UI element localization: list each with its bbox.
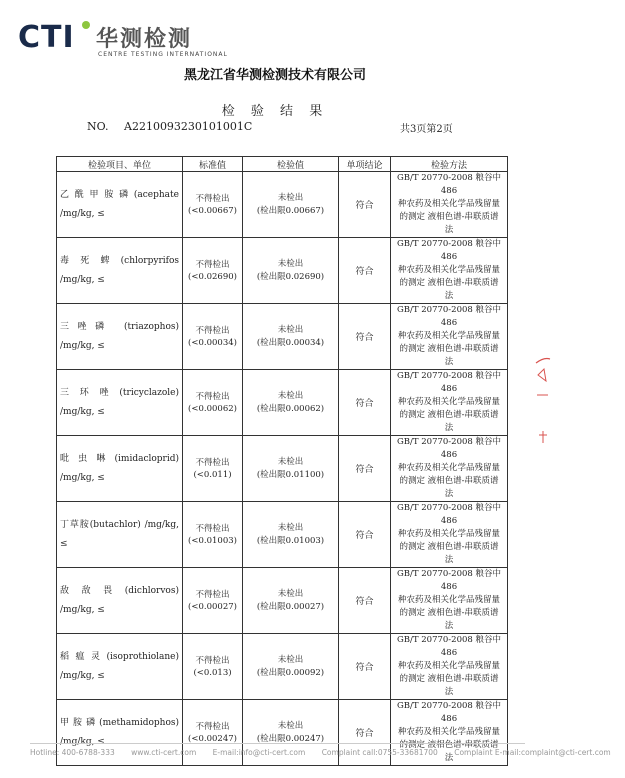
item-name: 毒死蜱(chlorpyrifos [60,255,179,266]
cti-logo [18,20,258,66]
method-line-2: 种农药及相关化学品残留量 [397,463,500,473]
footer-website: www.cti-cert.com [131,748,197,757]
item-unit: /mg/kg, ≤ [60,406,105,417]
cell-value [243,370,339,436]
standard-text: 不得检出 [195,457,230,468]
method-line-2: 种农药及相关化学品残留量 [397,661,500,671]
cell-value [243,568,339,634]
value-limit: (检出限0.00247) [256,733,325,744]
method-line-1: GB/T 20770-2008 粮谷中486 [396,173,502,196]
cell-value [243,502,339,568]
cell-conclusion: 符合 [339,436,391,502]
cell-method [391,634,508,700]
cell-standard [183,634,243,700]
standard-limit: (<0.00667) [188,205,237,216]
method-line-4: 法 [444,225,454,235]
value-limit: (检出限0.00062) [256,403,325,414]
table-row [57,568,508,634]
value-limit: (检出限0.00027) [256,601,325,612]
logo-brand: CTI [18,20,75,55]
method-line-3: 的测定 液相色谱-串联质谱 [399,608,499,618]
item-name: 吡虫啉(imidacloprid) [60,453,179,464]
cell-item [57,238,183,304]
header-conclusion: 单项结论 [339,157,391,172]
method-line-2: 种农药及相关化学品残留量 [397,529,500,539]
cell-standard [183,370,243,436]
standard-text: 不得检出 [195,721,230,732]
value-text: 未检出 [277,324,304,335]
method-line-2: 种农药及相关化学品残留量 [397,727,500,737]
standard-limit: (<0.02690) [188,271,237,282]
value-limit: (检出限0.00667) [256,205,325,216]
method-line-1: GB/T 20770-2008 粮谷中486 [396,371,502,394]
method-line-4: 法 [444,357,454,367]
standard-text: 不得检出 [195,655,230,666]
cell-item [57,568,183,634]
standard-limit: (<0.00034) [188,337,237,348]
cell-value [243,634,339,700]
item-name: 乙酰甲胺磷(acephate [60,189,179,200]
header-method: 检验方法 [391,157,508,172]
cell-method [391,238,508,304]
standard-limit: (<0.013) [193,667,232,678]
cell-method [391,568,508,634]
logo-dot-icon [82,21,90,29]
method-line-1: GB/T 20770-2008 粮谷中486 [396,635,502,658]
item-unit: /mg/kg, ≤ [60,274,105,285]
cell-standard [183,502,243,568]
cell-item [57,502,183,568]
report-no-value: A2210093230101001C [124,120,253,133]
value-limit: (检出限0.01003) [256,535,325,546]
value-text: 未检出 [277,522,304,533]
item-name: 三环唑(tricyclazole) [60,387,179,398]
method-line-2: 种农药及相关化学品残留量 [397,397,500,407]
table-row [57,436,508,502]
value-text: 未检出 [277,192,304,203]
item-unit: /mg/kg, ≤ [60,670,105,681]
cell-method [391,436,508,502]
item-unit: /mg/kg, ≤ [60,340,105,351]
item-unit: ≤ [60,538,68,549]
item-name: 稻瘟灵(isoprothiolane) [60,651,179,662]
cell-standard [183,304,243,370]
standard-text: 不得检出 [195,259,230,270]
cell-item [57,634,183,700]
table-header-row [57,157,508,172]
item-unit: /mg/kg, ≤ [60,736,105,747]
method-line-4: 法 [444,423,454,433]
method-line-4: 法 [444,489,454,499]
table-row [57,502,508,568]
cell-conclusion: 符合 [339,172,391,238]
method-line-1: GB/T 20770-2008 粮谷中486 [396,437,502,460]
value-text: 未检出 [277,588,304,599]
method-line-3: 的测定 液相色谱-串联质谱 [399,344,499,354]
method-line-4: 法 [444,621,454,631]
cell-conclusion: 符合 [339,700,391,766]
standard-text: 不得检出 [195,523,230,534]
cell-value [243,238,339,304]
cell-conclusion: 符合 [339,568,391,634]
logo-english: CENTRE TESTING INTERNATIONAL [98,51,228,58]
standard-text: 不得检出 [195,325,230,336]
item-name: 甲胺磷(methamidophos) [60,717,179,728]
method-line-1: GB/T 20770-2008 粮谷中486 [396,701,502,724]
value-limit: (检出限0.02690) [256,271,325,282]
standard-text: 不得检出 [195,391,230,402]
method-line-2: 种农药及相关化学品残留量 [397,265,500,275]
value-text: 未检出 [277,390,304,401]
footer [30,748,611,757]
footer-divider [30,743,525,744]
cell-conclusion: 符合 [339,304,391,370]
page-info: 共3页第2页 [400,124,453,135]
method-line-2: 种农药及相关化学品残留量 [397,595,500,605]
item-unit: /mg/kg, ≤ [60,604,105,615]
method-line-1: GB/T 20770-2008 粮谷中486 [396,239,502,262]
item-unit: /mg/kg, ≤ [60,472,105,483]
cell-standard [183,238,243,304]
standard-text: 不得检出 [195,589,230,600]
value-limit: (检出限0.00034) [256,337,325,348]
cell-conclusion: 符合 [339,238,391,304]
standard-limit: (<0.01003) [188,535,237,546]
cell-item [57,370,183,436]
header-standard: 标准值 [183,157,243,172]
method-line-3: 的测定 液相色谱-串联质谱 [399,740,499,750]
cell-conclusion: 符合 [339,370,391,436]
value-limit: (检出限0.01100) [256,469,325,480]
table-row [57,304,508,370]
footer-email: E-mail:info@cti-cert.com [212,748,306,757]
company-name: 黑龙江省华测检测技术有限公司 [183,68,366,83]
method-line-2: 种农药及相关化学品残留量 [397,199,500,209]
cell-method [391,502,508,568]
standard-limit: (<0.011) [193,469,232,480]
table-row [57,634,508,700]
footer-complaint-call: Complaint call:0755-33681700 [321,748,438,757]
cell-item [57,304,183,370]
method-line-1: GB/T 20770-2008 粮谷中486 [396,305,502,328]
method-line-3: 的测定 液相色谱-串联质谱 [399,212,499,222]
cell-standard [183,172,243,238]
cell-item [57,172,183,238]
method-line-3: 的测定 液相色谱-串联质谱 [399,410,499,420]
method-line-4: 法 [444,291,454,301]
cell-value [243,304,339,370]
header-item: 检验项目、单位 [57,157,183,172]
report-title: 检 验 结 果 [221,104,329,119]
results-table [56,156,508,766]
cell-method [391,370,508,436]
cell-value [243,436,339,502]
method-line-2: 种农药及相关化学品残留量 [397,331,500,341]
cell-standard [183,568,243,634]
standard-limit: (<0.00027) [188,601,237,612]
method-line-1: GB/T 20770-2008 粮谷中486 [396,503,502,526]
value-limit: (检出限0.00092) [256,667,325,678]
item-name: 丁草胺(butachlor) /mg/kg, [60,519,179,530]
standard-limit: (<0.00062) [188,403,237,414]
cell-item [57,436,183,502]
footer-hotline: Hotline: 400-6788-333 [30,748,115,757]
table-row [57,370,508,436]
header-value: 检验值 [243,157,339,172]
method-line-3: 的测定 液相色谱-串联质谱 [399,476,499,486]
cell-conclusion: 符合 [339,502,391,568]
cell-standard [183,436,243,502]
method-line-3: 的测定 液相色谱-串联质谱 [399,542,499,552]
method-line-4: 法 [444,687,454,697]
cell-method [391,172,508,238]
cell-conclusion: 符合 [339,634,391,700]
value-text: 未检出 [277,654,304,665]
table-row [57,172,508,238]
footer-complaint-email: Complaint E-mail:complaint@cti-cert.com [454,748,611,757]
standard-limit: (<0.00247) [188,733,237,744]
item-name: 敌敌畏(dichlorvos) [60,585,179,596]
item-name: 三唑磷 (triazophos) [60,321,179,332]
logo-chinese: 华测检测 [96,27,193,52]
cell-value [243,172,339,238]
method-line-1: GB/T 20770-2008 粮谷中486 [396,569,502,592]
value-text: 未检出 [277,258,304,269]
method-line-3: 的测定 液相色谱-串联质谱 [399,278,499,288]
standard-text: 不得检出 [195,193,230,204]
method-line-4: 法 [444,555,454,565]
report-no-label: NO. [87,120,109,133]
value-text: 未检出 [277,720,304,731]
method-line-3: 的测定 液相色谱-串联质谱 [399,674,499,684]
seal-stamp-fragment [534,355,550,465]
table-row [57,238,508,304]
value-text: 未检出 [277,456,304,467]
cell-method [391,304,508,370]
item-unit: /mg/kg, ≤ [60,208,105,219]
method-line-4: 法 [444,753,454,763]
